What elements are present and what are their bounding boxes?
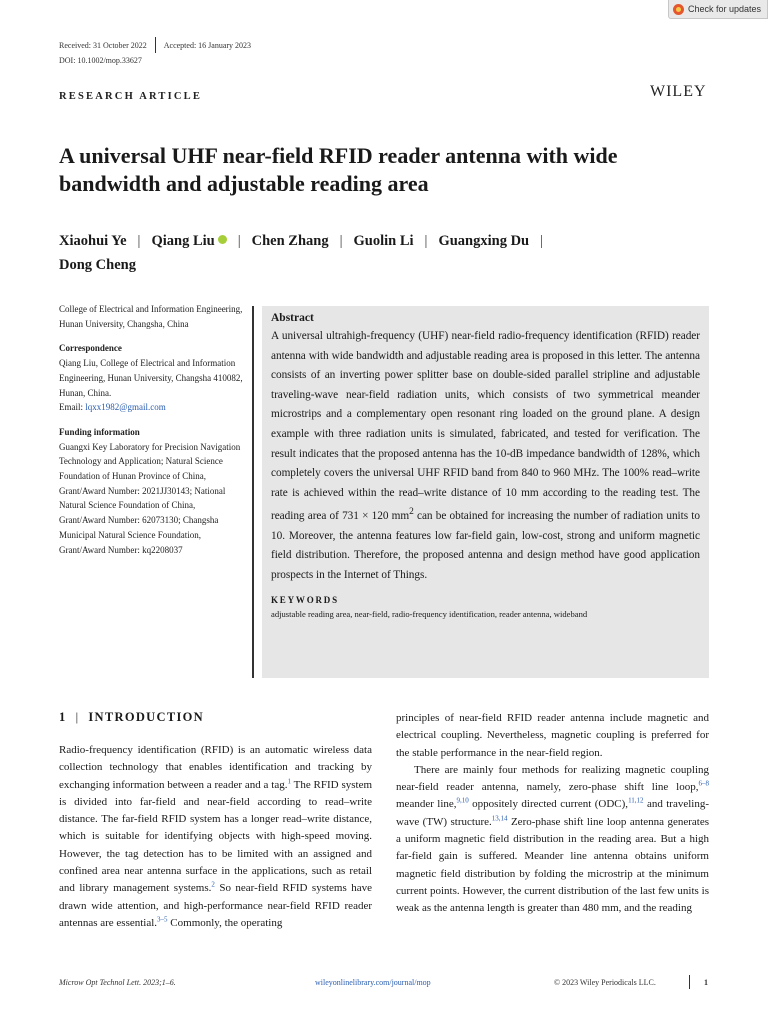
body-text: meander line, xyxy=(396,798,457,811)
abstract-text-part: A universal ultrahigh-frequency (UHF) near-field radio-frequency identification (RFID) reader antenna with wide bandwidth and adjustable reading area is proposed in this letter. The antenna consists of an inverting power splitter base on double-sided parallel stripline and adjustable traveling-wave near-field radiation units, which consists of two symmetrical meander microstrips and a complementary open resonant ring loaded on the ground plane. A design example with three radiation units is simulated, fabricated, and tested for verification. The result indicates that the proposed antenna has the 10-dB impedance bandwidth of 128%, which completely covers the universal UHF RFID band from 840 to 960 MHz. The 100% read–write rate is achieved within the read–write distance of 10 mm according to the reading test. The reading area of 731 × 120 mm xyxy=(271,330,700,523)
page-number: 1 xyxy=(704,978,708,987)
body-text: There are mainly four methods for realizing magnetic coupling near-field reader antenna, namely, zero-phase shift line loop, xyxy=(396,763,709,794)
author-name[interactable]: Dong Cheng xyxy=(59,257,136,273)
funding-heading: Funding information xyxy=(59,426,140,437)
author-separator: | xyxy=(540,233,544,249)
body-text: Zero-phase shift line loop antenna generates a uniform magnetic field distribution in the reading area. But a high far-field gain is suffered. Meander line antenna obtains uniform magnetic field distribution by folding the microstrip at the minimum current points. However, the current distribution of the last few units is weak as the antenna length is greater than 480 mm, and the reading xyxy=(396,815,709,915)
section-separator: | xyxy=(75,710,80,724)
citation-link[interactable]: 6–8 xyxy=(698,779,709,788)
accepted-date: Accepted: 16 January 2023 xyxy=(163,40,252,50)
keywords-list: adjustable reading area, near-field, radio-frequency identification, reader antenna, wideband xyxy=(271,609,588,620)
body-text: Radio-frequency identification (RFID) is an automatic wireless data collection technology that enables identification and tracking by exchanging information between a reader and a tag. xyxy=(59,744,372,791)
author-name[interactable]: Xiaohui Ye xyxy=(59,233,127,249)
correspondence-text: Qiang Liu, College of Electrical and Information Engineering, Hunan University, Changsha 410082, Hunan, China. xyxy=(59,358,243,398)
email-line xyxy=(59,400,244,415)
paper-title: A universal UHF near-field RFID reader antenna with wide bandwidth and adjustable reading area xyxy=(59,143,618,196)
citation-link[interactable]: 9,10 xyxy=(456,796,469,805)
correspondence-heading: Correspondence xyxy=(59,343,122,354)
journal-website-link[interactable]: wileyonlinelibrary.com/journal/mop xyxy=(315,978,431,987)
abstract-heading: Abstract xyxy=(271,312,314,324)
citation-link[interactable]: 1 xyxy=(287,776,291,785)
article-type: RESEARCH ARTICLE xyxy=(59,91,203,102)
crossmark-icon xyxy=(673,4,684,15)
email-label: Email: xyxy=(59,402,86,413)
body-paragraph xyxy=(59,742,372,932)
author-separator: | xyxy=(424,233,428,249)
abstract-text xyxy=(271,327,700,585)
body-text: oppositely directed current (ODC), xyxy=(468,798,629,811)
abstract-superscript: 2 xyxy=(409,507,414,518)
body-paragraph: principles of near-field RFID reader antenna include magnetic and electrical coupling. Nevertheless, magnetic coupling is preferred for the stable performance in the near-field region. xyxy=(396,712,709,759)
received-date: Received: 31 October 2022 xyxy=(59,40,147,50)
doi: DOI: 10.1002/mop.33627 xyxy=(59,56,142,65)
section-number: 1 xyxy=(59,710,67,724)
author-separator: | xyxy=(137,233,141,249)
author-list xyxy=(59,229,699,277)
check-for-updates-button[interactable] xyxy=(668,0,768,19)
body-column-left xyxy=(59,742,372,932)
abstract-text-part: can be obtained for increasing the number of radiation units to 10. Moreover, the antenna features low far-field gain, low-cost, strong and uniform magnetic field distribution. Therefore, the proposed antenna and design method have good application prospects in the Internet of Things. xyxy=(271,510,700,581)
email-link[interactable]: lqxx1982@gmail.com xyxy=(85,402,166,413)
body-text: and traveling-wave (TW) structure. xyxy=(396,798,709,828)
publisher-logo: WILEY xyxy=(650,83,707,100)
body-text: So near-field RFID systems have drawn wide attention, and high-performance near-field RFID reader antennas are essential. xyxy=(59,882,372,929)
footer-divider xyxy=(689,975,690,989)
abstract-box xyxy=(262,306,709,678)
orcid-icon[interactable] xyxy=(218,235,227,244)
funding-text: Guangxi Key Laboratory for Precision Navigation Technology and Application; Natural Science Foundation of Hunan Province of China, Grant/Award Number: 2021JJ30143; National Natural Science Foundation of China, Grant/Award Number: 62073130; Changsha Municipal Natural Science Foundation, Grant/Award Number: kq2208037 xyxy=(59,441,241,555)
journal-citation: Microw Opt Technol Lett. 2023;1–6. xyxy=(59,978,176,987)
affiliation-column xyxy=(59,302,244,557)
body-column-right xyxy=(396,710,709,918)
column-divider xyxy=(252,306,254,678)
author-name[interactable]: Guolin Li xyxy=(353,233,414,249)
date-divider xyxy=(155,37,156,53)
copyright: © 2023 Wiley Periodicals LLC. xyxy=(554,978,656,987)
section-heading xyxy=(59,710,204,725)
body-paragraph xyxy=(396,762,709,918)
author-name[interactable]: Qiang Liu xyxy=(151,233,215,249)
citation-link[interactable]: 3–5 xyxy=(157,915,168,924)
citation-link[interactable]: 13,14 xyxy=(491,814,508,823)
body-text: Commonly, the operating xyxy=(167,916,283,929)
author-separator: | xyxy=(237,233,241,249)
author-name[interactable]: Chen Zhang xyxy=(251,233,329,249)
keywords-heading: KEYWORDS xyxy=(271,595,339,606)
citation-link[interactable]: 2 xyxy=(211,880,215,889)
article-dates xyxy=(59,37,251,53)
section-title: INTRODUCTION xyxy=(88,710,204,724)
author-separator: | xyxy=(339,233,343,249)
citation-link[interactable]: 11,12 xyxy=(628,796,644,805)
institution: College of Electrical and Information Engineering, Hunan University, Changsha, China xyxy=(59,304,243,329)
body-text: The RFID system is divided into far-field and near-field according to read–write distance. The far-field RFID system has a longer read–write distance, which is suitable for identifying objects with high-speed moving. However, the tag detection has to be limited with an assigned and confined area near antenna surface in the applications, such as retail and library management systems. xyxy=(59,778,373,895)
author-name[interactable]: Guangxing Du xyxy=(438,233,530,249)
check-for-updates-label: Check for updates xyxy=(688,4,762,14)
